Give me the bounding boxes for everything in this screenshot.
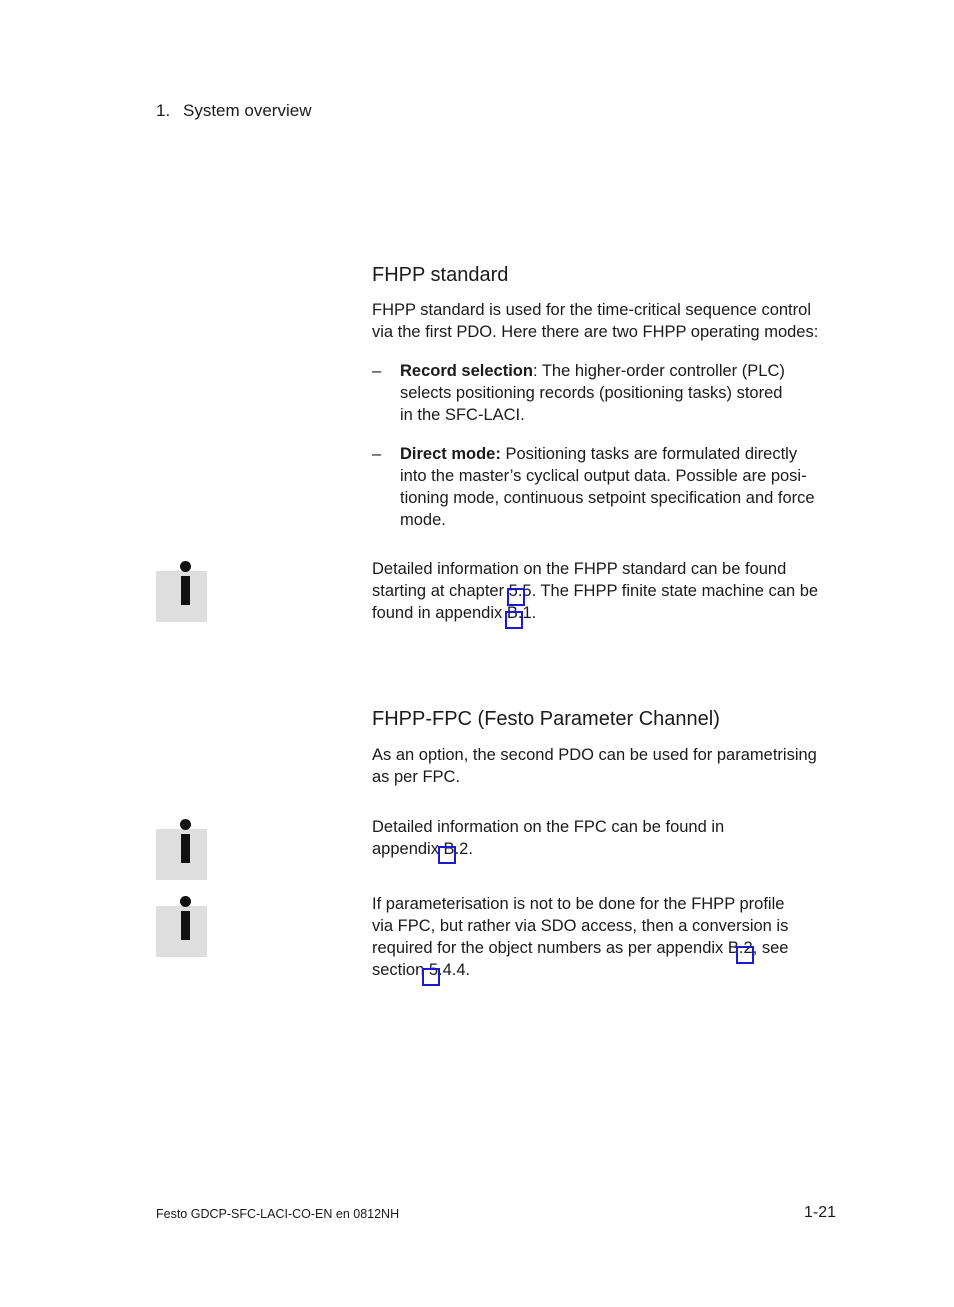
section1-intro xyxy=(372,299,847,343)
intro-line: via the first PDO. Here there are two FHPP operating modes: xyxy=(372,323,819,341)
intro-line: as per FPC. xyxy=(372,768,461,786)
bullet-record-selection xyxy=(372,360,847,430)
note-line: found in appendix B.1. xyxy=(372,604,537,622)
note-line: starting at chapter 5.5. The FHPP finite state machine can be xyxy=(372,582,819,600)
link-appendix-b-1[interactable] xyxy=(505,611,523,629)
running-header xyxy=(156,101,311,121)
link-appendix-b-2[interactable] xyxy=(438,846,456,864)
note-sdo-access xyxy=(372,893,847,981)
note-line: Detailed information on the FPC can be found in xyxy=(372,818,725,836)
chapter-number: 1. xyxy=(156,101,171,120)
info-icon xyxy=(156,906,207,957)
note-line: required for the object numbers as per appendix B.2, see xyxy=(372,939,789,957)
link-section-5-4-4[interactable] xyxy=(422,968,440,986)
bullet-text: in the SFC-LACI. xyxy=(400,406,525,424)
section-heading-fhpp-fpc: FHPP-FPC (Festo Parameter Channel) xyxy=(372,708,720,730)
note-fhpp-standard xyxy=(372,558,847,624)
bullet-text: into the master’s cyclical output data. Possible are posi- xyxy=(400,467,807,485)
section2-intro xyxy=(372,744,847,788)
bullet-term: Record selection xyxy=(400,362,533,380)
bullet-text: tioning mode, continuous setpoint specification and force xyxy=(400,489,815,507)
chapter-title: System overview xyxy=(183,101,312,120)
note-line: Detailed information on the FHPP standard can be found xyxy=(372,560,787,578)
bullet-dash: – xyxy=(372,445,382,463)
page-number: 1-21 xyxy=(804,1204,837,1221)
note-line: via FPC, but rather via SDO access, then a conversion is xyxy=(372,917,789,935)
bullet-text: selects positioning records (positioning tasks) stored xyxy=(400,384,783,402)
bullet-direct-mode xyxy=(372,443,847,535)
intro-line: As an option, the second PDO can be used for parametrising xyxy=(372,746,817,764)
bullet-term: Direct mode: xyxy=(400,445,501,463)
info-icon xyxy=(156,571,207,622)
note-line: appendix B.2. xyxy=(372,840,473,858)
bullet-dash: – xyxy=(372,362,382,380)
intro-line: FHPP standard is used for the time-critical sequence control xyxy=(372,301,811,319)
info-icon xyxy=(156,829,207,880)
bullet-text: : The higher-order controller (PLC) xyxy=(532,362,785,380)
link-appendix-b-2[interactable] xyxy=(736,946,754,964)
link-chapter-5-5[interactable] xyxy=(507,588,525,606)
note-line: If parameterisation is not to be done for the FHPP profile xyxy=(372,895,785,913)
section-heading-fhpp-standard: FHPP standard xyxy=(372,264,509,286)
note-line: section 5.4.4. xyxy=(372,961,471,979)
footer-document-id: Festo GDCP-SFC-LACI-CO-EN en 0812NH xyxy=(156,1207,400,1221)
bullet-text: mode. xyxy=(400,511,446,529)
bullet-text: Positioning tasks are formulated directly xyxy=(500,445,798,463)
